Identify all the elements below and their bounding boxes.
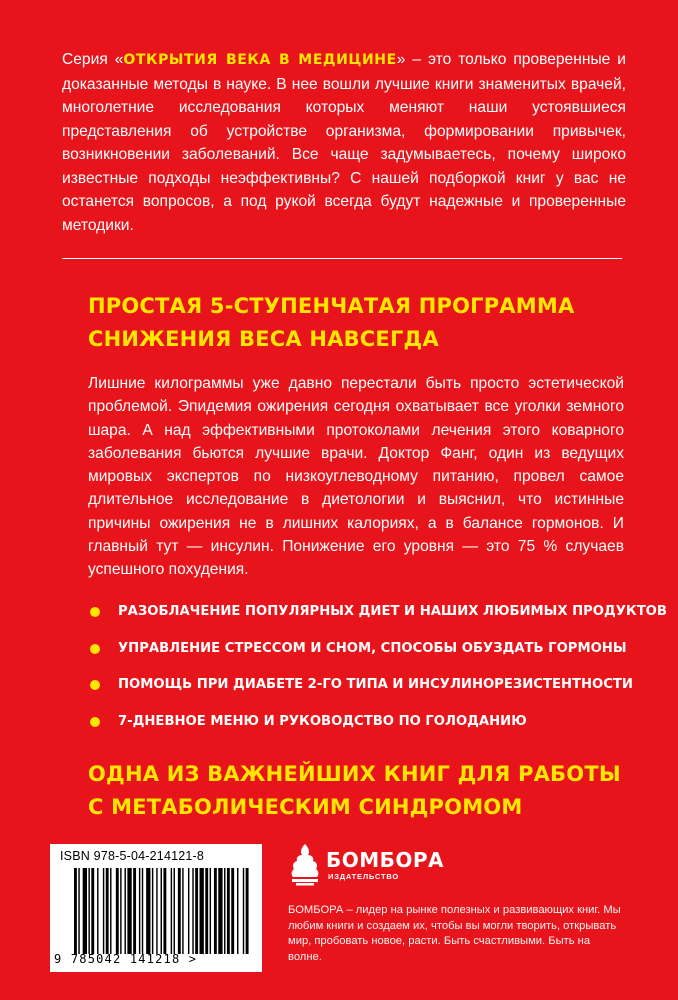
bombora-logo-icon [288, 842, 322, 886]
intro-prefix: Серия « [62, 51, 124, 68]
series-name: ОТКРЫТИЯ ВЕКА В МЕДИЦИНЕ [123, 52, 397, 68]
list-item-text: 7-ДНЕВНОЕ МЕНЮ И РУКОВОДСТВО ПО ГОЛОДАНИЮ [118, 714, 527, 730]
barcode-bar [224, 868, 225, 954]
barcode-bar [163, 868, 166, 954]
barcode-bar [127, 868, 131, 954]
bottom-heading [88, 758, 621, 824]
publisher-description: БОМБОРА – лидер на рынке полезных и развивающих книг. Мы любим книги и создаем их, чтобы вы могли творить, открывать мир, пробовать новое, расти. Быть счастливыми. Быть на волне. [288, 904, 621, 963]
main-heading [88, 290, 618, 356]
barcode-bar [106, 868, 109, 954]
barcode-bar [243, 868, 244, 954]
barcode-bar [214, 868, 217, 954]
barcode-bar [227, 868, 230, 954]
barcode-bar [188, 868, 189, 954]
bullet-dot-icon [90, 680, 100, 690]
barcode-bar [139, 868, 140, 954]
barcode-bar [116, 868, 119, 954]
barcode-bar [133, 868, 136, 954]
feature-list [90, 594, 667, 741]
list-item [90, 594, 667, 631]
list-item [90, 667, 633, 704]
barcode-bar [91, 868, 94, 954]
barcode-bar [142, 868, 143, 954]
main-heading-line-2: СНИЖЕНИЯ ВЕСА НАВСЕГДА [88, 327, 439, 351]
barcode-bar [124, 868, 125, 954]
barcode-bar [74, 868, 77, 954]
list-item-text: УПРАВЛЕНИЕ СТРЕССОМ И СНОМ, СПОСОБЫ ОБУЗДАТЬ ГОРМОНЫ [118, 640, 627, 656]
publisher-logo [288, 842, 445, 886]
series-intro-paragraph [62, 48, 626, 237]
publisher-name: БОМБОРА [326, 848, 445, 872]
barcode-icon [74, 868, 250, 954]
barcode-bar [192, 868, 193, 954]
barcode-bar [83, 868, 87, 954]
barcode-bar [218, 868, 222, 954]
barcode-bar [195, 868, 198, 954]
barcode-bar [146, 868, 150, 954]
list-item-text: ПОМОЩЬ ПРИ ДИАБЕТЕ 2-ГО ТИПА И ИНСУЛИНОРЕЗИСТЕНТНОСТИ [118, 677, 633, 693]
publisher-subtitle: ИЗДАТЕЛЬСТВО [328, 872, 399, 881]
barcode-bar [200, 868, 204, 954]
bullet-dot-icon [90, 717, 100, 727]
barcode-bar [205, 868, 208, 954]
barcode-bar [174, 868, 175, 954]
barcode-bar [210, 868, 211, 954]
main-heading-line-1: ПРОСТАЯ 5-СТУПЕНЧАТАЯ ПРОГРАММА [88, 294, 575, 318]
barcode-bar [182, 868, 183, 954]
barcode-bar [103, 868, 104, 954]
barcode-bar [231, 868, 234, 954]
barcode-bar [120, 868, 121, 954]
list-item [90, 631, 630, 668]
bottom-heading-line-2: С МЕТАБОЛИЧЕСКИМ СИНДРОМОМ [88, 795, 523, 819]
barcode-bar [156, 868, 157, 954]
barcode-bar [97, 868, 98, 954]
barcode-digits: 9 785042 141218 > [54, 952, 198, 966]
barcode-bar [237, 868, 238, 954]
section-divider [62, 258, 622, 259]
list-item [90, 704, 630, 741]
barcode-bar [88, 868, 89, 954]
isbn-barcode-block [50, 844, 262, 972]
bullet-dot-icon [90, 607, 100, 617]
barcode-bar [171, 868, 172, 954]
barcode-bar [161, 868, 162, 954]
isbn-label: ISBN 978-5-04-214121-8 [60, 849, 205, 863]
barcode-bar [178, 868, 181, 954]
barcode-bar [78, 868, 79, 954]
barcode-bar [246, 868, 249, 954]
bottom-heading-line-1: ОДНА ИЗ ВАЖНЕЙШИХ КНИГ ДЛЯ РАБОТЫ [88, 762, 621, 786]
list-item-text: РАЗОБЛАЧЕНИЕ ПОПУЛЯРНЫХ ДИЕТ И НАШИХ ЛЮБИМЫХ ПРОДУКТОВ [118, 604, 667, 619]
barcode-bar [110, 868, 111, 954]
description-paragraph: Лишние килограммы уже давно перестали быть просто эстетической проблемой. Эпидемия ожирения сегодня охватывает все уголки земного шара. А над эффективными протоколами лечения этого коварного заболевания бьются лучшие врачи. Доктор Фанг, один из ведущих мировых экспертов по низкоуглеводному питанию, провел самое длительное исследование в диетологии и выяснил, что истинные причины ожирения не в лишних калориях, а в балансе гормонов. И главный тут — инсулин. Понижение его уровня — это 75 % случаев успешного похудения. [88, 375, 624, 579]
bullet-dot-icon [90, 644, 100, 654]
intro-text: » – это только проверенные и доказанные методы в науке. В нее вошли лучшие книги знаменитых врачей, многолетние исследования которых меняют наши устоявшиеся представления об устройстве организма, формировании привычек, возникновении заболеваний. Все чаще задумываетесь, почему широко известные подходы неэффективны? С нашей подборкой книг у вас не останется вопросов, а под рукой всегда будут надежные и проверенные методики. [62, 51, 626, 234]
barcode-bar [152, 868, 153, 954]
